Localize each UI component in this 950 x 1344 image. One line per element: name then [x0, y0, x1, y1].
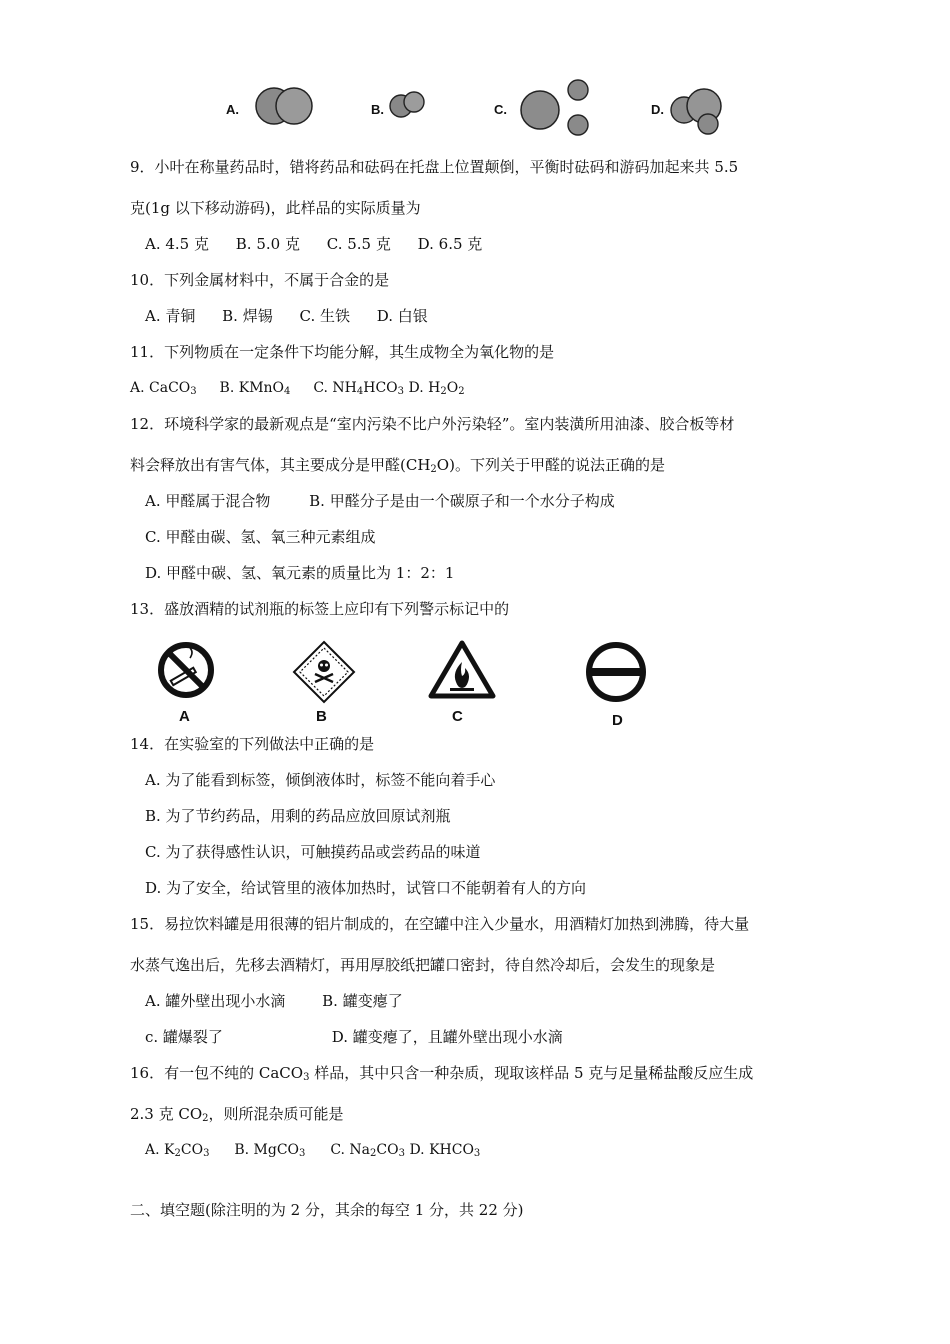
- q10-option-d[interactable]: D. 白银: [376, 307, 428, 325]
- q14-stem: 14．在实验室的下列做法中正确的是: [130, 735, 375, 753]
- q10-option-b[interactable]: B. 焊锡: [222, 307, 273, 325]
- q11-options: [130, 378, 465, 402]
- q15-option-a[interactable]: A. 罐外壁出现小水滴: [145, 992, 286, 1010]
- molecule-c-diagram: [516, 76, 592, 138]
- sign-label-d: D: [612, 712, 623, 729]
- prohibition-sign-icon[interactable]: [582, 640, 650, 704]
- q14-option-c[interactable]: C. 为了获得感性认识，可触摸药品或尝药品的味道: [145, 843, 481, 861]
- q9-option-a[interactable]: A. 4.5 克: [145, 235, 209, 253]
- sign-label-a: A: [179, 708, 190, 725]
- q15-options-cd: [145, 1027, 563, 1047]
- q10-option-c[interactable]: C. 生铁: [299, 307, 350, 325]
- q16-stem-line2: 2.3 克 $CO_2$，则所混杂质可能是: [130, 1105, 344, 1124]
- flammable-sign-icon[interactable]: [428, 640, 496, 700]
- molecule-label-d: D.: [651, 102, 664, 117]
- q15-options-ab: [145, 991, 403, 1011]
- q12-stem-line2: 料会释放出有害气体，其主要成分是甲醛$(CH_2O)$。下列关于甲醛的说法正确的是: [130, 456, 665, 475]
- no-smoking-sign-icon[interactable]: [156, 640, 216, 700]
- molecule-d-diagram: [668, 84, 728, 136]
- q15-option-b[interactable]: B. 罐变瘪了: [322, 992, 403, 1010]
- molecule-label-c: C.: [494, 102, 507, 117]
- q16-option-c[interactable]: C. $Na_2CO_3$: [330, 1142, 405, 1159]
- q11-option-b[interactable]: B. KMnO$_4$: [219, 380, 291, 397]
- q9-option-b[interactable]: B. 5.0 克: [235, 235, 300, 253]
- q9-option-c[interactable]: C. 5.5 克: [326, 235, 391, 253]
- molecule-b-diagram: [388, 88, 428, 120]
- molecule-label-b: B.: [371, 102, 384, 117]
- q13-stem: 13．盛放酒精的试剂瓶的标签上应印有下列警示标记中的: [130, 600, 510, 618]
- q9-options: [145, 234, 482, 254]
- q12-options-ab: [145, 491, 615, 511]
- q10-option-a[interactable]: A. 青铜: [145, 307, 196, 325]
- q11-stem: 11．下列物质在一定条件下均能分解，其生成物全为氧化物的是: [130, 343, 555, 361]
- q11-option-a[interactable]: A. CaCO$_3$: [130, 380, 197, 397]
- q10-stem: 10．下列金属材料中，不属于合金的是: [130, 271, 390, 289]
- q12-option-a[interactable]: A. 甲醛属于混合物: [145, 492, 271, 510]
- q12-option-c[interactable]: C. 甲醛由碳、氢、氧三种元素组成: [145, 528, 376, 546]
- q16-option-b[interactable]: B. MgCO$_3$: [234, 1142, 306, 1159]
- q11-option-c[interactable]: C. $NH_4HCO_3$: [313, 380, 405, 397]
- toxic-sign-icon[interactable]: [292, 640, 356, 704]
- q14-option-a[interactable]: A. 为了能看到标签，倾倒液体时，标签不能向着手心: [145, 771, 496, 789]
- q16-option-a[interactable]: A. $K_2CO_3$: [145, 1142, 210, 1159]
- q10-options: [145, 306, 428, 326]
- q14-option-b[interactable]: B. 为了节约药品，用剩的药品应放回原试剂瓶: [145, 807, 451, 825]
- q16-option-d[interactable]: D. $KHCO_3$: [409, 1142, 481, 1159]
- q9-stem-line2: 克(1g 以下移动游码)，此样品的实际质量为: [130, 199, 421, 217]
- q9-stem-line1: 9．小叶在称量药品时，错将药品和砝码在托盘上位置颠倒，平衡时砝码和游码加起来共 5.5: [130, 158, 739, 176]
- q15-option-c[interactable]: c. 罐爆裂了: [145, 1028, 223, 1046]
- q15-stem-line2: 水蒸气逸出后，先移去酒精灯，再用厚胶纸把罐口密封，待自然冷却后，会发生的现象是: [130, 956, 716, 974]
- q11-option-d[interactable]: D. $H_2O_2$: [408, 380, 465, 397]
- section2-heading: 二、填空题(除注明的为 2 分，其余的每空 1 分，共 22 分): [130, 1201, 524, 1219]
- sign-label-c: C: [452, 708, 463, 725]
- q9-option-d[interactable]: D. 6.5 克: [417, 235, 483, 253]
- q12-option-d[interactable]: D. 甲醛中碳、氢、氧元素的质量比为 1：2：1: [145, 564, 455, 582]
- q15-stem-line1: 15．易拉饮料罐是用很薄的铝片制成的，在空罐中注入少量水，用酒精灯加热到沸腾，待大量: [130, 915, 750, 933]
- q15-option-d[interactable]: D. 罐变瘪了，且罐外壁出现小水滴: [331, 1028, 563, 1046]
- q16-options: [145, 1140, 480, 1164]
- sign-label-b: B: [316, 708, 327, 725]
- q16-stem-line1: 16．有一包不纯的 CaCO$_3$ 样品，其中只含一种杂质，现取该样品 5 克与足量稀盐酸反应生成: [130, 1064, 754, 1083]
- molecule-label-a: A.: [226, 102, 239, 117]
- q12-stem-line1: 12．环境科学家的最新观点是“室内污染不比户外污染轻”。室内装潢所用油漆、胶合板等材: [130, 415, 735, 433]
- q12-option-b[interactable]: B. 甲醛分子是由一个碳原子和一个水分子构成: [309, 492, 615, 510]
- q14-option-d[interactable]: D. 为了安全，给试管里的液体加热时，试管口不能朝着有人的方向: [145, 879, 587, 897]
- molecule-a-diagram: [252, 80, 320, 130]
